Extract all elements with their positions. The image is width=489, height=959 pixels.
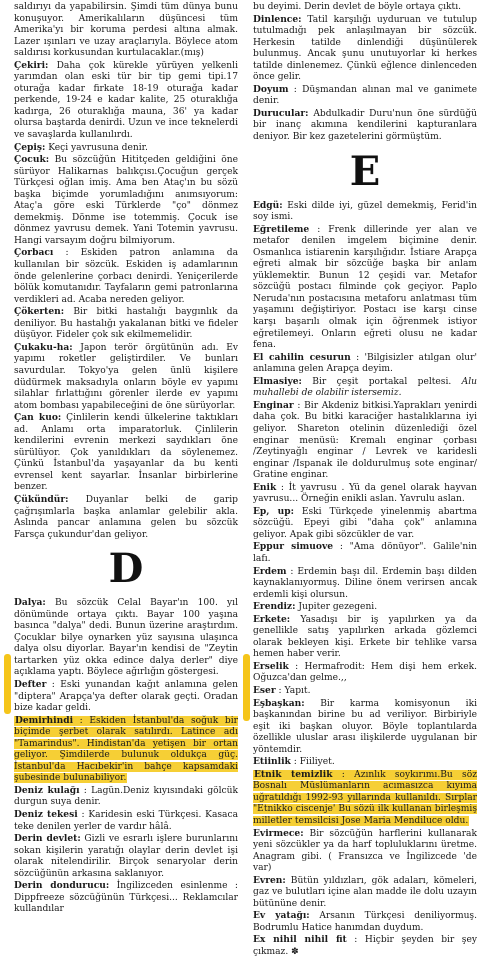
dictionary-entry [253,698,477,757]
dictionary-entry [253,482,477,506]
entry-definition: Bir bitki hastalığı baygınlık da deniliyor. Bu hastalığı yakalanan bitki ve fideler düşüyor. Fideler çok sık ekilmemelidir. [14,307,238,341]
entry-headword: Erselik [253,660,289,672]
entry-headword: Edgü: [253,199,283,211]
entry-headword: Deniz tekesi [14,809,78,820]
dictionary-entry [14,785,238,809]
entry-headword: Eser [253,684,276,696]
dictionary-entry [253,14,477,84]
dictionary-entry [253,614,477,661]
entry-headword: Derin dondurucu: [14,880,110,892]
entry-headword: Eşbaşkan: [253,697,305,709]
entry-definition: : Karidesin eski Türkçesi. Kasaca teke denilen yerler de vardır hâlâ. [14,810,238,832]
entry-headword: Çocuk: [14,154,50,166]
entry-definition: Tatil karşılığı uyduruan ve tutulup tutulmadığı pek anlaşılmayan bir sözcük. Herkesin tatilde dinlendiği düşünülerek bulunmuş. Ancak şunu unutuyorlar ki herkes tatilde dinlenemez. Çünkü eğlence dinlenceden önce gelir. [253,14,477,83]
dictionary-entry [253,200,477,224]
dictionary-entry [253,769,477,828]
entry-definition: Bir karma komisyonun iki başkanından birine bu ad veriliyor. Birbiriyle eşit iki başkan oluyor. Böyle toplantılarda özellikle uluslar arası ilişkilerde uygulanan bir yöntemdir. [253,698,477,755]
dictionary-entry [14,833,238,880]
dictionary-entry [14,142,238,155]
entry-definition: Duyanlar belki de garip çağrışımlarla başka anlamlar gelebilir akla. Aslında pancar anlamına gelen bu sözcük Farsça çukundur'dan geliyor. [14,494,238,540]
dictionary-entry [253,352,477,376]
dictionary-entry [253,84,477,108]
entry-headword: Çökerten: [14,306,65,318]
entry-headword: Erendiz: [253,601,296,613]
entry-headword: Ev yatağı: [253,910,310,922]
entry-definition: : Eskiden İstanbul'da soğuk bir biçimde şerbet olarak satılırdı. Latince adı "Tamarindus". Hindistan'da yetişen bir ortan geliyor. Şimdilerde bulunuk oldukça güç. İstanbul'da Hacıbekir'in bahçe kapsamdaki şubesinde bulunabiliyor. [14,715,238,784]
dictionary-entry [253,601,477,614]
dictionary-entry [14,154,238,247]
entry-headword: Dalya: [14,597,46,609]
entry-definition: : Eski yunandan kağıt anlamına gelen "diptera" Arapça'ya defter olarak geçti. Oradan bize kadar geldi. [14,679,238,714]
highlighted-entry [14,716,238,784]
dictionary-entry [14,597,238,679]
dictionary-entry [14,715,238,785]
section-letter: D [108,545,144,593]
left-column [14,2,238,916]
entry-definition: Abdulkadir Duru'nun öne sürdüğü bir inanç akımına kendilerini kapturanlara deniyor. Bir kez gazetelerini görmüştüm. [253,108,477,143]
entry-continuation [14,2,238,60]
entry-definition: Eski Türkçede yinelenmiş abartma sözcüğü. Epeyi gibi "daha çok" anlamına geliyor. Apak gibi sözcükler de var. [253,506,477,540]
entry-definition: Daha çok kürekle yürüyen yelkenli yarımdan olan eski tür bir tip gemi tipi.17 oturağa kadar firkate 18-19 oturağa kadar perkende, 19-24 e kadar kalite, 25 oturaklığa kadırga, 26 oturaklığa mauna, 36' ya kadar olursa baştarda denirdi. Uzun ve ince teknelerdi ve savaşlarda kullanılırdı. [14,60,238,141]
dictionary-entry [14,679,238,715]
dictionary-entry [253,400,477,482]
entry-headword: Etnik temizlik [254,768,333,780]
entry-headword: Erdem [253,565,287,577]
entry-headword: El cahilin cesurun [253,351,351,363]
entry-definition: : Eskiden patron anlamına da kullanılan bir sözcük. Eskiden iş adamlarının önde gelenlerine çorbacı denirdi. Yeniçerilerde bölük komutanıdır. Tayfaların gemi patronlarına verdikleri ad. Acaba nereden geliyor. [14,248,238,305]
entry-definition: : Hermafrodit: Hem dişi hem erkek. Oğuzca'dan gelme.,, [253,661,477,684]
entry-definition: saldırıyı da yapabilirsin. Şimdi tüm dünya bunu konuşuyor. Amerikalıların düşüncesi tüm Amerika'yı bir koruma perdesi altına almak. Lazer ışınları ve uzay araçlarıyla. Böylece atom saldırısı korkusundan kurtulacaklar.(mış) [14,2,238,59]
entry-headword: Eğretileme [253,223,310,235]
entry-definition: : Lagün.Deniz kıyısındaki gölcük durgun suya denir. [14,785,239,808]
entry-headword: Etiinlik [253,756,291,768]
entry-definition: Bütün yıldızları, gök adaları, kömeleri, gaz ve bulutları içine alan madde ile dolu uzayın bütününe denir. [253,875,477,909]
entry-headword: Eppur simuove [253,541,334,553]
entry-definition: : 'Bilgisizler atılgan olur' anlamına gelen Arapça deyim. [253,352,477,375]
highlight-marker-left [4,654,11,714]
dictionary-entry [14,809,238,833]
entry-definition: Yasadışı bir iş yapılırken ya da genellikle satış yapılırken arkada gözlemci olarak bekleyen kişi. Erkete bir tehlike varsa hemen haber verir. [253,614,477,660]
entry-definition: : Yapıt. [275,685,311,696]
dictionary-entry [14,412,238,494]
dictionary-entry [253,108,477,144]
entry-headword: Enginar [253,399,294,411]
entry-headword: Durucular: [253,107,309,119]
highlighted-entry [253,770,477,826]
entry-headword: Ex nihil nihil fit [253,934,347,946]
entry-headword: Erkete: [253,613,291,625]
dictionary-entry [253,828,477,875]
entry-headword: Çükündür: [14,493,69,505]
entry-definition: Jupiter gezegeni. [295,602,378,613]
entry-headword: Enik [253,481,277,493]
entry-definition: Gizli ve esrarlı işlere burunlarını sokan kişilerin yaratığı olaylar derin devlet işi olarak nitelendirilir. Birçok senaryolar derin sözcüğünün arkasına saklanıyor. [14,834,239,879]
entry-headword: Evren: [253,874,286,886]
dictionary-entry [14,247,238,306]
dictionary-entry [14,342,238,412]
entry-headword: Ep, up: [253,505,294,517]
highlight-marker-right [243,654,250,721]
dictionary-entry [253,506,477,542]
section-letter: E [349,147,381,195]
entry-continuation [253,2,477,14]
entry-definition: : İt yavrusu . Yü da genel olarak hayvan yavrusu... Örneğin enikli aslan. Yavrulu aslan. [253,482,477,505]
dictionary-entry [253,875,477,911]
dictionary-entry [253,376,477,400]
entry-headword: Doyum [253,83,289,95]
entry-definition: Arsanın Türkçesi deniliyormuş. Bodrumlu Hatice hanımdan duydum. [253,911,477,933]
dictionary-entry [253,685,477,698]
entry-headword: Elmasiye: [253,375,302,387]
entry-definition: : "Ama dönüyor". Galile'nin lafı. [253,542,477,564]
entry-definition: : Düşmandan alınan mal ve ganimete denir. [253,84,477,107]
dictionary-entry [14,880,238,916]
entry-headword: Demirhindi [15,714,74,726]
dictionary-entry [253,661,477,685]
dictionary-entry [253,541,477,565]
entry-headword: Dinlence: [253,13,302,25]
entry-definition: Çinlilerin kendi ülkelerine taktıkları ad. Anlamı orta imparatorluk. Çinlilerin kendilerini evrenin merkezi saydıkları öne sürülüyor. Çok yanıldıkları da söylenemez. Çünkü İstanbul'da yaşayanlar da bu kenti evrensel kent sayarlar. İnsanlar birbirlerine benzer. [14,413,238,493]
entry-definition: : Frenk dillerinde yer alan ve metafor denilen imgelem biçimine denir. Osmanlıca istiarenin karşılığıdır. İstiare Arapça eğreti almak bir sözcüğe başka bir anlam yüklemektir. Bunun 12 çeşidi var. Metafor sözcüğü postacı filminde çok geçiyor. Paplo Neruda'nın postacısına metaforu anlatması tüm yaşamını değiştiriyor. Postacı ise karşı cinse karşı başarılı olmak için öğrenmek istiyor eğretilemeyi. Onların eğreti olusu ne kadar fena. [253,224,477,351]
entry-headword: Çepiş: [14,141,46,153]
entry-headword: Çan kuo: [14,412,62,424]
dictionary-entry [253,910,477,934]
entry-definition: Japon terör örgütünün adı. Ev yapımı roketler geliştirdiler. Ve bunları savurdular. Tokyo'ya gelen ünlü kişilere düdürmek maksadıyla onların böyle ev yapımı silahlar fırlattığını görenler ilerde ev yapımı atom bombası yapabileceğini de öne sürüyorlar. [14,342,238,411]
entry-headword: Çekiri: [14,59,49,71]
entry-headword: Deniz kulağı [14,784,80,796]
entry-definition: Eski dilde iyi, güzel demekmiş, Ferid'in soy ismi. [253,200,477,223]
entry-definition: bu deyimi. Derin devlet de böyle ortaya çıktı. [253,2,462,12]
dictionary-entry [14,306,238,342]
entry-headword: Çukaku-ha: [14,341,73,353]
entry-headword: Çorbacı [14,247,54,259]
entry-definition: İngilizceden esinlenme : Dippfreeze sözcüğünün Türkçesi... Reklamcılar kullandılar [14,881,238,915]
entry-definition: Bu sözcüğün Hititçeden geldiğini öne sürüyor Halikarnas balıkçısı.Çocuğun gerçek Türkçesi oğlan imiş. Ama ben Ataç'ın bu sözü başka biçimde yorumladığını anımsıyorum: Ataç'a göre eski Türklerde "ço" dönmez demekmiş. Dönme ise totemmiş. Çocuk ise dönmez yavrusu demek. Yani Totemin yavrusu. Hangi varsayım doğru bilmiyorum. [14,155,238,246]
entry-definition: Bir çeşit portakal peltesi. [301,376,462,387]
entry-definition: : Bir Akdeniz bitkisi.Yaprakları yenirdi daha çok. Bu bitki karaciğer hastalıklarına iyi geliyor. Shareton otelinin düzenlediği özel enginar menüsü: Kremalı enginar çorbası /Zeytinyağlı enginar / Levrek ve karidesli enginar /Ispanak ile doldurulmuş sote enginar/ Gratine enginar. [253,400,477,481]
entry-definition: Keçi yavrusuna denir. [45,142,148,153]
entry-definition: : Hiçbir şeyden bir şey çıkmaz. ✽ [253,935,477,958]
entry-headword: Evirmece: [253,827,304,839]
entry-definition: : Fiiliyet. [290,757,335,768]
entry-definition: Bir sözcüğün harflerini kullanarak yeni sözcükler ya da harf topluluklarını üretme. Anagram gibi. ( Fransızca ve İngilizcede 'de var) [253,828,477,874]
entry-definition: : Azınlık soykırımı.Bu söz Bosnalı Müslümanların acımasızca kıyıma uğratıldığı 1992-93 yıllarında kullanıldı. Sırplar "Etnikko ciscenje' Bu sözü ilk kullanan birleşmiş milletler temsilcisi Jose Maria Mendiluce oldu. [253,769,477,826]
dictionary-entry [14,60,238,142]
entry-headword: Defter [14,678,47,690]
entry-headword: Derin devlet: [14,833,81,845]
dictionary-entry [253,566,477,602]
entry-note: Alu muhallebi de olabilir istersemiz. [253,376,477,399]
dictionary-entry [253,934,477,958]
entry-definition: : Erdemin başı dil. Erdemin başı dilden kaynaklanıyormuş. Diline önem verirsen ancak erdemli kişi olursun. [253,566,477,600]
entry-definition: Bu sözcük Celal Bayar'ın 100. yıl dönümünde ortaya çıktı. Bayar 100 yaşına basınca "dalya" dedi. Bunun üzerine araştırdım. Çocuklar bilye oynarken yüz sayısına ulaşınca dalya olsu diyorlar. Bayar'ın kendisi de "Zeytin tartarken yüz okka edince dalya derler" diye açıklama yaptı. Böylece ağırlığın göstergesi. [14,598,238,678]
dictionary-entry [253,224,477,352]
dictionary-entry [14,494,238,541]
right-column [253,2,477,959]
